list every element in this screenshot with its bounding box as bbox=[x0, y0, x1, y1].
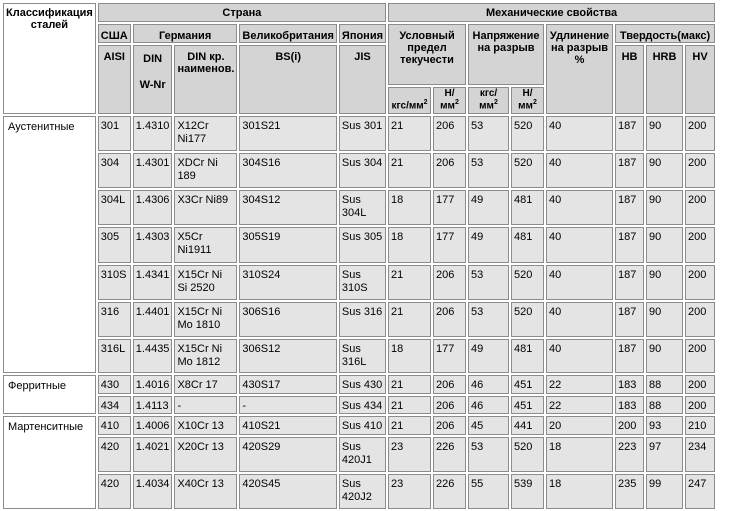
cell-aisi: 316 bbox=[98, 302, 131, 337]
cell-din-name: X12Cr Ni177 bbox=[174, 116, 237, 151]
cell-din-name: X15Cr Ni Mo 1810 bbox=[174, 302, 237, 337]
bs-header: BS(i) bbox=[239, 45, 337, 114]
cell-hrb: 88 bbox=[646, 396, 683, 414]
cell-hb: 223 bbox=[615, 437, 644, 472]
cell-yield-n: 206 bbox=[433, 375, 466, 394]
cell-din: 1.4006 bbox=[133, 416, 173, 435]
cell-bs: 310S24 bbox=[239, 265, 337, 300]
cell-din: 1.4341 bbox=[133, 265, 173, 300]
cell-hb: 187 bbox=[615, 339, 644, 373]
table-header bbox=[3, 3, 715, 114]
cell-tensile-kgs: 53 bbox=[468, 302, 509, 337]
cell-tensile-n: 539 bbox=[511, 474, 544, 509]
cell-elongation: 22 bbox=[546, 396, 613, 414]
tensile-unit-kgs: кгс/$мм^2$ bbox=[468, 87, 509, 114]
cell-yield-kgs: 21 bbox=[388, 153, 431, 188]
cell-din-name: X40Cr 13 bbox=[174, 474, 237, 509]
cell-yield-kgs: 23 bbox=[388, 474, 431, 509]
table-row bbox=[3, 265, 715, 300]
cell-elongation: 40 bbox=[546, 227, 613, 263]
cell-yield-kgs: 18 bbox=[388, 227, 431, 263]
jis-header: JIS bbox=[339, 45, 386, 114]
cell-tensile-n: 481 bbox=[511, 227, 544, 263]
hb-header: HB bbox=[615, 45, 644, 114]
cell-tensile-n: 520 bbox=[511, 153, 544, 188]
cell-yield-kgs: 21 bbox=[388, 302, 431, 337]
cell-yield-n: 206 bbox=[433, 302, 466, 337]
cell-din-name: - bbox=[174, 396, 237, 414]
table-row bbox=[3, 227, 715, 263]
cell-hv: 200 bbox=[685, 190, 715, 225]
cell-yield-kgs: 23 bbox=[388, 437, 431, 472]
cell-hrb: 90 bbox=[646, 153, 683, 188]
cell-bs: 420S29 bbox=[239, 437, 337, 472]
japan-header: Япония bbox=[339, 24, 386, 43]
cell-tensile-kgs: 49 bbox=[468, 339, 509, 373]
cell-din-name: X15Cr Ni Mo 1812 bbox=[174, 339, 237, 373]
cell-tensile-n: 481 bbox=[511, 339, 544, 373]
cell-din: 1.4303 bbox=[133, 227, 173, 263]
cell-aisi: 420 bbox=[98, 437, 131, 472]
cell-jis: Sus 301 bbox=[339, 116, 386, 151]
cell-tensile-kgs: 46 bbox=[468, 396, 509, 414]
hv-header: HV bbox=[685, 45, 715, 114]
cell-din: 1.4401 bbox=[133, 302, 173, 337]
cell-hrb: 90 bbox=[646, 116, 683, 151]
cell-elongation: 40 bbox=[546, 153, 613, 188]
cell-yield-n: 206 bbox=[433, 396, 466, 414]
cell-hb: 187 bbox=[615, 227, 644, 263]
table-row bbox=[3, 339, 715, 373]
cell-hv: 210 bbox=[685, 416, 715, 435]
cell-tensile-n: 451 bbox=[511, 396, 544, 414]
cell-elongation: 20 bbox=[546, 416, 613, 435]
hrb-header: HRB bbox=[646, 45, 683, 114]
cell-hrb: 90 bbox=[646, 302, 683, 337]
table-row bbox=[3, 190, 715, 225]
cell-hrb: 93 bbox=[646, 416, 683, 435]
din-name-header: DIN кр. наименов. bbox=[174, 45, 237, 114]
yield-strength-header: Условный предел текучести bbox=[388, 24, 466, 85]
cell-jis: Sus 420J2 bbox=[339, 474, 386, 509]
cell-bs: 306S16 bbox=[239, 302, 337, 337]
classification-group-label: Аустенитные bbox=[3, 116, 96, 373]
cell-bs: 304S12 bbox=[239, 190, 337, 225]
cell-yield-n: 177 bbox=[433, 227, 466, 263]
cell-hb: 187 bbox=[615, 116, 644, 151]
cell-elongation: 18 bbox=[546, 474, 613, 509]
classification-group-label: Мартенситные bbox=[3, 416, 96, 509]
cell-hv: 247 bbox=[685, 474, 715, 509]
cell-jis: Sus 305 bbox=[339, 227, 386, 263]
cell-bs: 304S16 bbox=[239, 153, 337, 188]
cell-aisi: 316L bbox=[98, 339, 131, 373]
cell-din: 1.4113 bbox=[133, 396, 173, 414]
cell-tensile-kgs: 46 bbox=[468, 375, 509, 394]
cell-jis: Sus 420J1 bbox=[339, 437, 386, 472]
cell-hb: 183 bbox=[615, 375, 644, 394]
aisi-header: AISI bbox=[98, 45, 131, 114]
cell-yield-n: 206 bbox=[433, 265, 466, 300]
cell-tensile-n: 441 bbox=[511, 416, 544, 435]
cell-bs: 301S21 bbox=[239, 116, 337, 151]
tensile-unit-n: $Н/мм^2$ bbox=[511, 87, 544, 114]
cell-jis: Sus 310S bbox=[339, 265, 386, 300]
cell-elongation: 40 bbox=[546, 116, 613, 151]
cell-jis: Sus 434 bbox=[339, 396, 386, 414]
cell-aisi: 420 bbox=[98, 474, 131, 509]
cell-hv: 200 bbox=[685, 227, 715, 263]
cell-hb: 187 bbox=[615, 153, 644, 188]
table-row bbox=[3, 153, 715, 188]
cell-din: 1.4310 bbox=[133, 116, 173, 151]
cell-hv: 200 bbox=[685, 396, 715, 414]
cell-elongation: 40 bbox=[546, 190, 613, 225]
mechanical-properties-header: Механические свойства bbox=[388, 3, 715, 22]
cell-bs: 410S21 bbox=[239, 416, 337, 435]
cell-din: 1.4034 bbox=[133, 474, 173, 509]
table-row bbox=[3, 474, 715, 509]
cell-hrb: 88 bbox=[646, 375, 683, 394]
uk-header: Великобритания bbox=[239, 24, 337, 43]
cell-elongation: 40 bbox=[546, 265, 613, 300]
table-row bbox=[3, 437, 715, 472]
cell-jis: Sus 304 bbox=[339, 153, 386, 188]
country-header: Страна bbox=[98, 3, 386, 22]
usa-header: США bbox=[98, 24, 131, 43]
cell-yield-kgs: 18 bbox=[388, 339, 431, 373]
cell-hv: 200 bbox=[685, 302, 715, 337]
cell-hv: 200 bbox=[685, 153, 715, 188]
cell-elongation: 40 bbox=[546, 339, 613, 373]
cell-jis: Sus 316L bbox=[339, 339, 386, 373]
table-row bbox=[3, 116, 715, 151]
elongation-header: Удлинение на разрыв % bbox=[546, 24, 613, 114]
cell-hrb: 90 bbox=[646, 339, 683, 373]
cell-tensile-kgs: 49 bbox=[468, 190, 509, 225]
cell-yield-n: 206 bbox=[433, 153, 466, 188]
cell-din-name: X20Cr 13 bbox=[174, 437, 237, 472]
cell-hv: 200 bbox=[685, 265, 715, 300]
cell-bs: 306S12 bbox=[239, 339, 337, 373]
cell-yield-kgs: 21 bbox=[388, 396, 431, 414]
cell-hv: 200 bbox=[685, 116, 715, 151]
cell-yield-kgs: 21 bbox=[388, 116, 431, 151]
cell-hv: 200 bbox=[685, 339, 715, 373]
cell-jis: Sus 316 bbox=[339, 302, 386, 337]
cell-tensile-n: 451 bbox=[511, 375, 544, 394]
cell-hrb: 90 bbox=[646, 265, 683, 300]
cell-hb: 183 bbox=[615, 396, 644, 414]
cell-hrb: 90 bbox=[646, 227, 683, 263]
cell-hrb: 97 bbox=[646, 437, 683, 472]
cell-yield-n: 206 bbox=[433, 416, 466, 435]
cell-hv: 200 bbox=[685, 375, 715, 394]
cell-yield-n: 177 bbox=[433, 190, 466, 225]
table-row bbox=[3, 416, 715, 435]
classification-header: Классификация сталей bbox=[3, 3, 96, 114]
cell-jis: Sus 430 bbox=[339, 375, 386, 394]
cell-aisi: 310S bbox=[98, 265, 131, 300]
cell-aisi: 434 bbox=[98, 396, 131, 414]
table-row bbox=[3, 396, 715, 414]
cell-hb: 187 bbox=[615, 265, 644, 300]
classification-group-label: Ферритные bbox=[3, 375, 96, 414]
yield-unit-kgs: кгс/$мм^2$ bbox=[388, 87, 431, 114]
cell-hb: 235 bbox=[615, 474, 644, 509]
steel-table-container bbox=[1, 1, 717, 511]
cell-yield-n: 206 bbox=[433, 116, 466, 151]
cell-din: 1.4301 bbox=[133, 153, 173, 188]
table-row bbox=[3, 375, 715, 394]
cell-yield-kgs: 21 bbox=[388, 375, 431, 394]
cell-din: 1.4016 bbox=[133, 375, 173, 394]
cell-jis: Sus 410 bbox=[339, 416, 386, 435]
cell-elongation: 22 bbox=[546, 375, 613, 394]
cell-yield-n: 226 bbox=[433, 437, 466, 472]
cell-din: 1.4306 bbox=[133, 190, 173, 225]
cell-tensile-n: 520 bbox=[511, 302, 544, 337]
cell-din-name: XDCr Ni 189 bbox=[174, 153, 237, 188]
cell-yield-kgs: 21 bbox=[388, 265, 431, 300]
cell-din-name: X8Cr 17 bbox=[174, 375, 237, 394]
cell-tensile-kgs: 53 bbox=[468, 153, 509, 188]
cell-elongation: 40 bbox=[546, 302, 613, 337]
germany-header: Германия bbox=[133, 24, 238, 43]
cell-din: 1.4021 bbox=[133, 437, 173, 472]
cell-hb: 187 bbox=[615, 190, 644, 225]
din-wnr-header bbox=[133, 45, 173, 114]
cell-aisi: 305 bbox=[98, 227, 131, 263]
cell-din-name: X3Cr Ni89 bbox=[174, 190, 237, 225]
cell-yield-n: 177 bbox=[433, 339, 466, 373]
cell-bs: 430S17 bbox=[239, 375, 337, 394]
hardness-header: Твердость(макс) bbox=[615, 24, 715, 43]
cell-tensile-kgs: 45 bbox=[468, 416, 509, 435]
cell-tensile-kgs: 49 bbox=[468, 227, 509, 263]
cell-aisi: 430 bbox=[98, 375, 131, 394]
cell-tensile-n: 481 bbox=[511, 190, 544, 225]
cell-bs: - bbox=[239, 396, 337, 414]
cell-tensile-kgs: 55 bbox=[468, 474, 509, 509]
table-body bbox=[3, 116, 715, 509]
cell-aisi: 410 bbox=[98, 416, 131, 435]
din-header-line1: DIN bbox=[143, 53, 163, 65]
cell-tensile-kgs: 53 bbox=[468, 116, 509, 151]
cell-elongation: 18 bbox=[546, 437, 613, 472]
cell-aisi: 304 bbox=[98, 153, 131, 188]
cell-tensile-n: 520 bbox=[511, 265, 544, 300]
cell-tensile-n: 520 bbox=[511, 437, 544, 472]
cell-yield-kgs: 21 bbox=[388, 416, 431, 435]
cell-bs: 420S45 bbox=[239, 474, 337, 509]
cell-hrb: 99 bbox=[646, 474, 683, 509]
cell-tensile-kgs: 53 bbox=[468, 265, 509, 300]
cell-aisi: 304L bbox=[98, 190, 131, 225]
cell-tensile-kgs: 53 bbox=[468, 437, 509, 472]
table-row bbox=[3, 302, 715, 337]
cell-yield-n: 226 bbox=[433, 474, 466, 509]
cell-din-name: X5Cr Ni1911 bbox=[174, 227, 237, 263]
cell-jis: Sus 304L bbox=[339, 190, 386, 225]
tensile-strength-header: Напряжение на разрыв bbox=[468, 24, 544, 85]
steel-classification-table bbox=[1, 1, 717, 511]
cell-hb: 187 bbox=[615, 302, 644, 337]
cell-din-name: X10Cr 13 bbox=[174, 416, 237, 435]
cell-hrb: 90 bbox=[646, 190, 683, 225]
cell-bs: 305S19 bbox=[239, 227, 337, 263]
cell-aisi: 301 bbox=[98, 116, 131, 151]
cell-din-name: X15Cr Ni Si 2520 bbox=[174, 265, 237, 300]
cell-hb: 200 bbox=[615, 416, 644, 435]
yield-unit-n: $Н/мм^2$ bbox=[433, 87, 466, 114]
cell-hv: 234 bbox=[685, 437, 715, 472]
cell-yield-kgs: 18 bbox=[388, 190, 431, 225]
cell-din: 1.4435 bbox=[133, 339, 173, 373]
din-header-line2: W-Nr bbox=[139, 79, 166, 91]
cell-tensile-n: 520 bbox=[511, 116, 544, 151]
